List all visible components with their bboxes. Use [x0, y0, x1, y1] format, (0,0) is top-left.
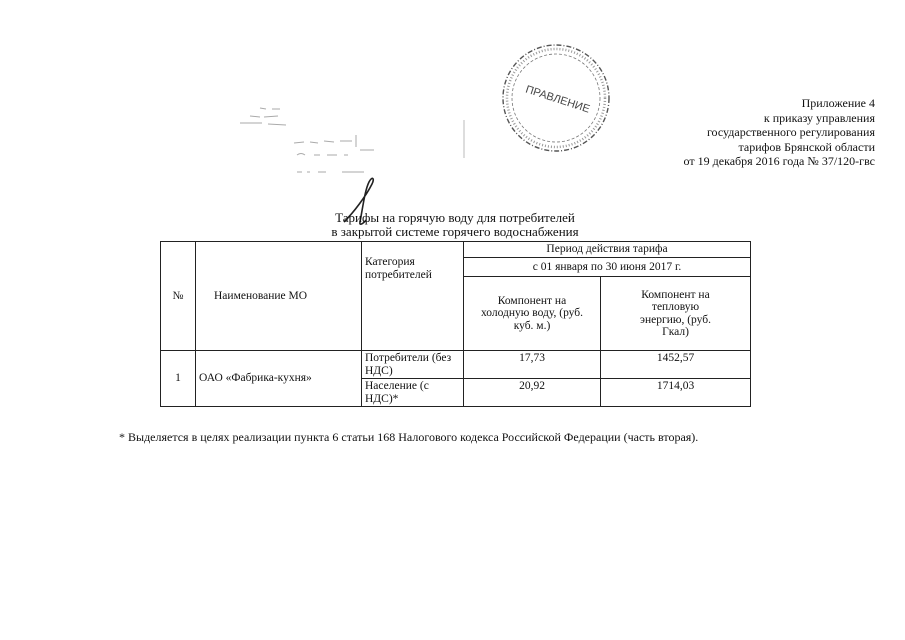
- header-cold-component: Компонент на холодную воду, (руб. куб. м.): [464, 277, 601, 351]
- appendix-line: Приложение 4: [801, 96, 875, 110]
- official-stamp: [500, 42, 612, 154]
- header-name: Наименование МО: [196, 242, 362, 351]
- table-row: [161, 351, 751, 379]
- row-cold-value: 17,73: [464, 351, 601, 379]
- title-line-2: в закрытой системе горячего водоснабжения: [331, 224, 579, 239]
- appendix-line: к приказу управления: [763, 110, 875, 125]
- header-period-title: Период действия тарифа: [464, 242, 751, 258]
- stamp-text: ПРАВЛЕНИЕ: [523, 83, 592, 116]
- document-title: [160, 211, 750, 239]
- table-header-row: [161, 242, 751, 258]
- row-heat-value: 1714,03: [601, 379, 751, 407]
- row-heat-value: 1452,57: [601, 351, 751, 379]
- row-category: Население (с НДС)*: [362, 379, 464, 407]
- appendix-line: государственного регулирования: [706, 125, 875, 139]
- appendix-line: тарифов Брянской области: [738, 139, 875, 154]
- header-category: Категория потребителей: [362, 242, 464, 351]
- header-period-range: с 01 января по 30 июня 2017 г.: [464, 257, 751, 277]
- row-number: 1: [161, 351, 196, 407]
- appendix-line: от 19 декабря 2016 года № 37/120-гвс: [683, 154, 875, 168]
- appendix-block: [684, 96, 875, 169]
- title-line-1: Тарифы на горячую воду для потребителей: [335, 210, 575, 225]
- row-name: ОАО «Фабрика-кухня»: [196, 351, 362, 407]
- row-cold-value: 20,92: [464, 379, 601, 407]
- row-category: Потребители (без НДС): [362, 351, 464, 379]
- footnote: * Выделяется в целях реализации пункта 6 статьи 168 Налогового кодекса Российской Федерации (часть вторая).: [119, 430, 699, 444]
- header-number: №: [161, 242, 196, 351]
- tariff-table: [160, 241, 751, 407]
- header-heat-component: Компонент на тепловую энергию, (руб. Гкал): [601, 277, 751, 351]
